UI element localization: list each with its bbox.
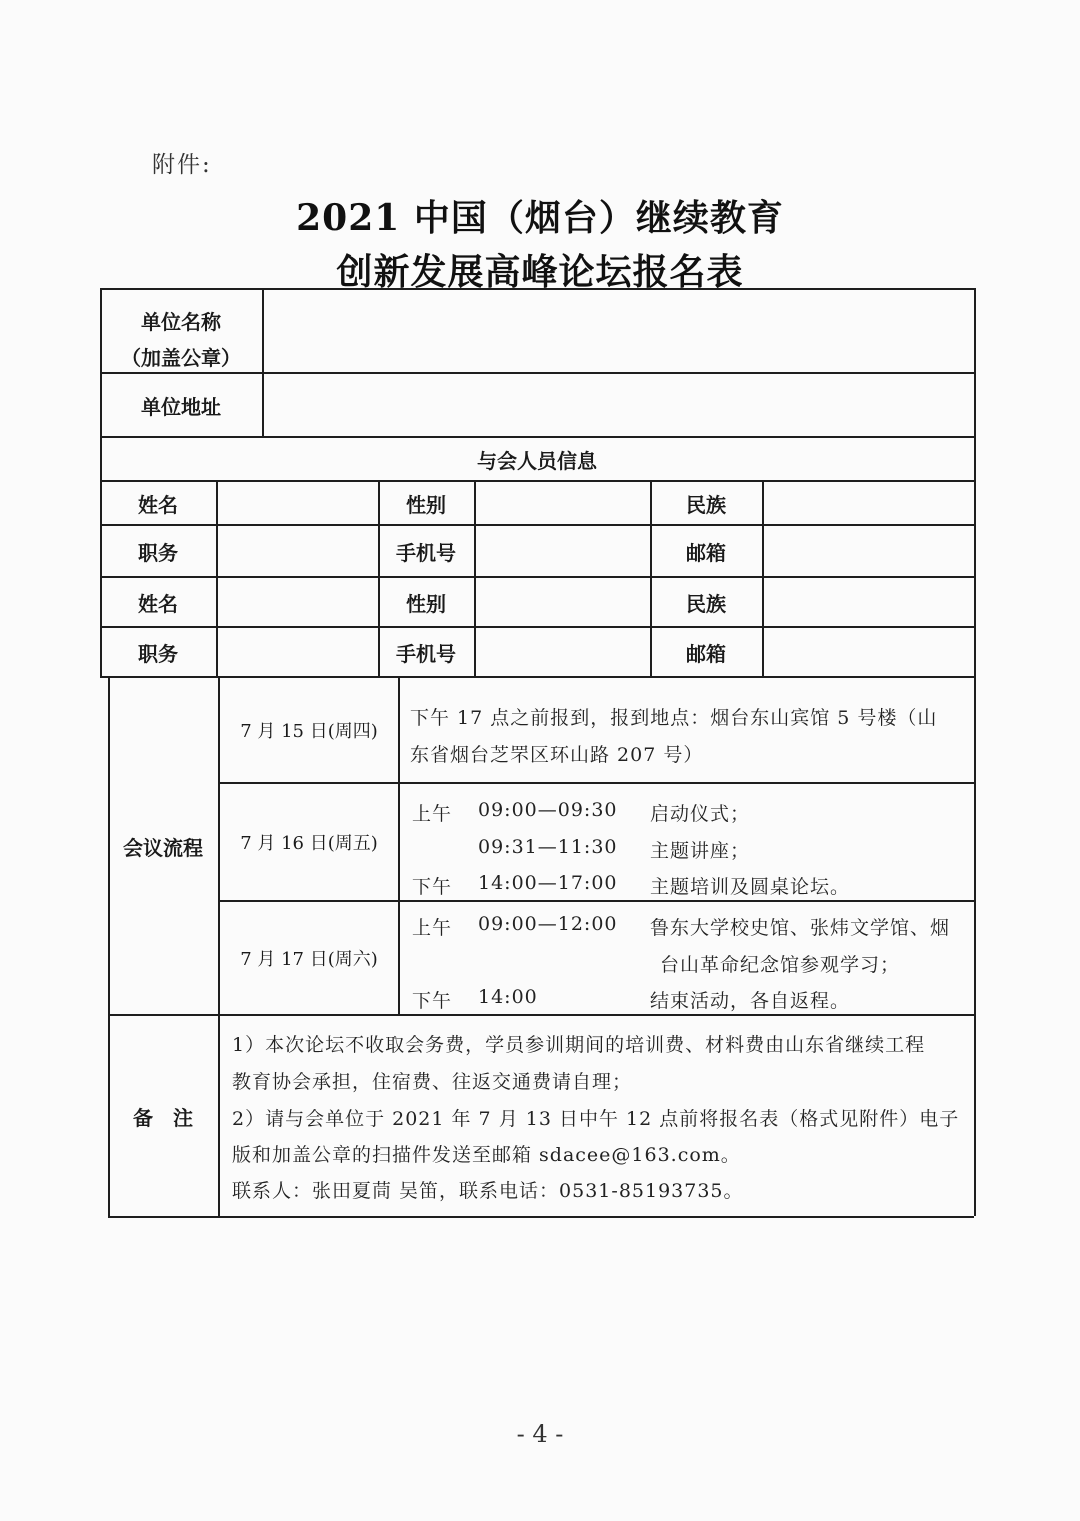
schedule-day3-time: 14:00 — [478, 986, 538, 1008]
position-label-2: 职务 — [138, 641, 178, 666]
position-field-2[interactable] — [218, 628, 378, 676]
position-label-1: 职务 — [138, 540, 178, 565]
gender-label-1: 性别 — [406, 492, 446, 517]
remark-line: 教育协会承担，住宿费、往返交通费请自理； — [232, 1071, 633, 1093]
schedule-date-day2: 7 月 16 日(周五) — [240, 833, 378, 854]
email-field-2[interactable] — [764, 628, 972, 676]
page-number: - 4 - — [516, 1420, 564, 1448]
schedule-day3-period: 下午 — [412, 990, 453, 1012]
ethnic-field-1[interactable] — [764, 482, 972, 524]
name-label-2: 姓名 — [138, 591, 178, 616]
position-field-1[interactable] — [218, 526, 378, 576]
schedule-date-day1: 7 月 15 日(周四) — [240, 721, 378, 742]
ethnic-label-2: 民族 — [686, 591, 726, 616]
email-field-1[interactable] — [764, 526, 972, 576]
schedule-day2-time: 09:00—09:30 — [478, 799, 618, 821]
schedule-day2-time: 09:31—11:30 — [478, 836, 618, 858]
schedule-day2-activity: 启动仪式； — [650, 803, 751, 825]
email-label-2: 邮箱 — [686, 641, 726, 666]
remarks-label: 备 注 — [133, 1105, 193, 1130]
gender-field-1[interactable] — [476, 482, 650, 524]
name-field-1[interactable] — [218, 482, 378, 524]
phone-label-1: 手机号 — [396, 540, 456, 565]
schedule-day3-activity: 结束活动，各自返程。 — [650, 990, 851, 1012]
form-title-line2: 创新发展高峰论坛报名表 — [336, 251, 744, 293]
unit-name-label: 单位名称 — [141, 309, 221, 334]
remark-line: 1）本次论坛不收取会务费，学员参训期间的培训费、材料费由山东省继续工程 — [232, 1034, 926, 1056]
schedule-day2-period: 下午 — [412, 876, 453, 898]
ethnic-field-2[interactable] — [764, 578, 972, 626]
phone-label-2: 手机号 — [396, 641, 456, 666]
schedule-day2-activity: 主题讲座； — [650, 840, 751, 862]
name-label-1: 姓名 — [138, 492, 178, 517]
attachment-label: 附件: — [152, 152, 212, 178]
schedule-day1-line1: 下午 17 点之前报到，报到地点：烟台东山宾馆 5 号楼（山 — [410, 707, 938, 729]
unit-name-sublabel: （加盖公章） — [121, 345, 241, 370]
schedule-day3-activity: 鲁东大学校史馆、张炜文学馆、烟 — [650, 917, 951, 939]
form-title-line1: 2021 中国（烟台）继续教育 — [296, 197, 784, 239]
schedule-day3-time: 09:00—12:00 — [478, 913, 618, 935]
phone-field-2[interactable] — [476, 628, 650, 676]
unit-name-field[interactable] — [264, 290, 972, 372]
schedule-day2-period: 上午 — [412, 803, 453, 825]
schedule-date-day3: 7 月 17 日(周六) — [240, 949, 378, 970]
remark-line: 2）请与会单位于 2021 年 7 月 13 日中午 12 点前将报名表（格式见附件）电子 — [232, 1108, 960, 1130]
schedule-label: 会议流程 — [123, 835, 203, 860]
unit-address-field[interactable] — [264, 374, 972, 436]
attendee-info-header: 与会人员信息 — [477, 448, 597, 473]
phone-field-1[interactable] — [476, 526, 650, 576]
name-field-2[interactable] — [218, 578, 378, 626]
unit-address-label: 单位地址 — [141, 394, 221, 419]
gender-field-2[interactable] — [476, 578, 650, 626]
ethnic-label-1: 民族 — [686, 492, 726, 517]
email-label-1: 邮箱 — [686, 540, 726, 565]
schedule-day3-activity-cont: 台山革命纪念馆参观学习； — [660, 954, 901, 976]
schedule-day3-period: 上午 — [412, 917, 453, 939]
gender-label-2: 性别 — [406, 591, 446, 616]
schedule-day1-line2: 东省烟台芝罘区环山路 207 号） — [410, 744, 704, 766]
remark-line: 版和加盖公章的扫描件发送至邮箱 sdacee@163.com。 — [232, 1144, 741, 1166]
schedule-day2-time: 14:00—17:00 — [478, 872, 618, 894]
schedule-day2-activity: 主题培训及圆桌论坛。 — [650, 876, 851, 898]
remark-line: 联系人：张田夏茼 吴笛，联系电话：0531-85193735。 — [232, 1180, 744, 1202]
